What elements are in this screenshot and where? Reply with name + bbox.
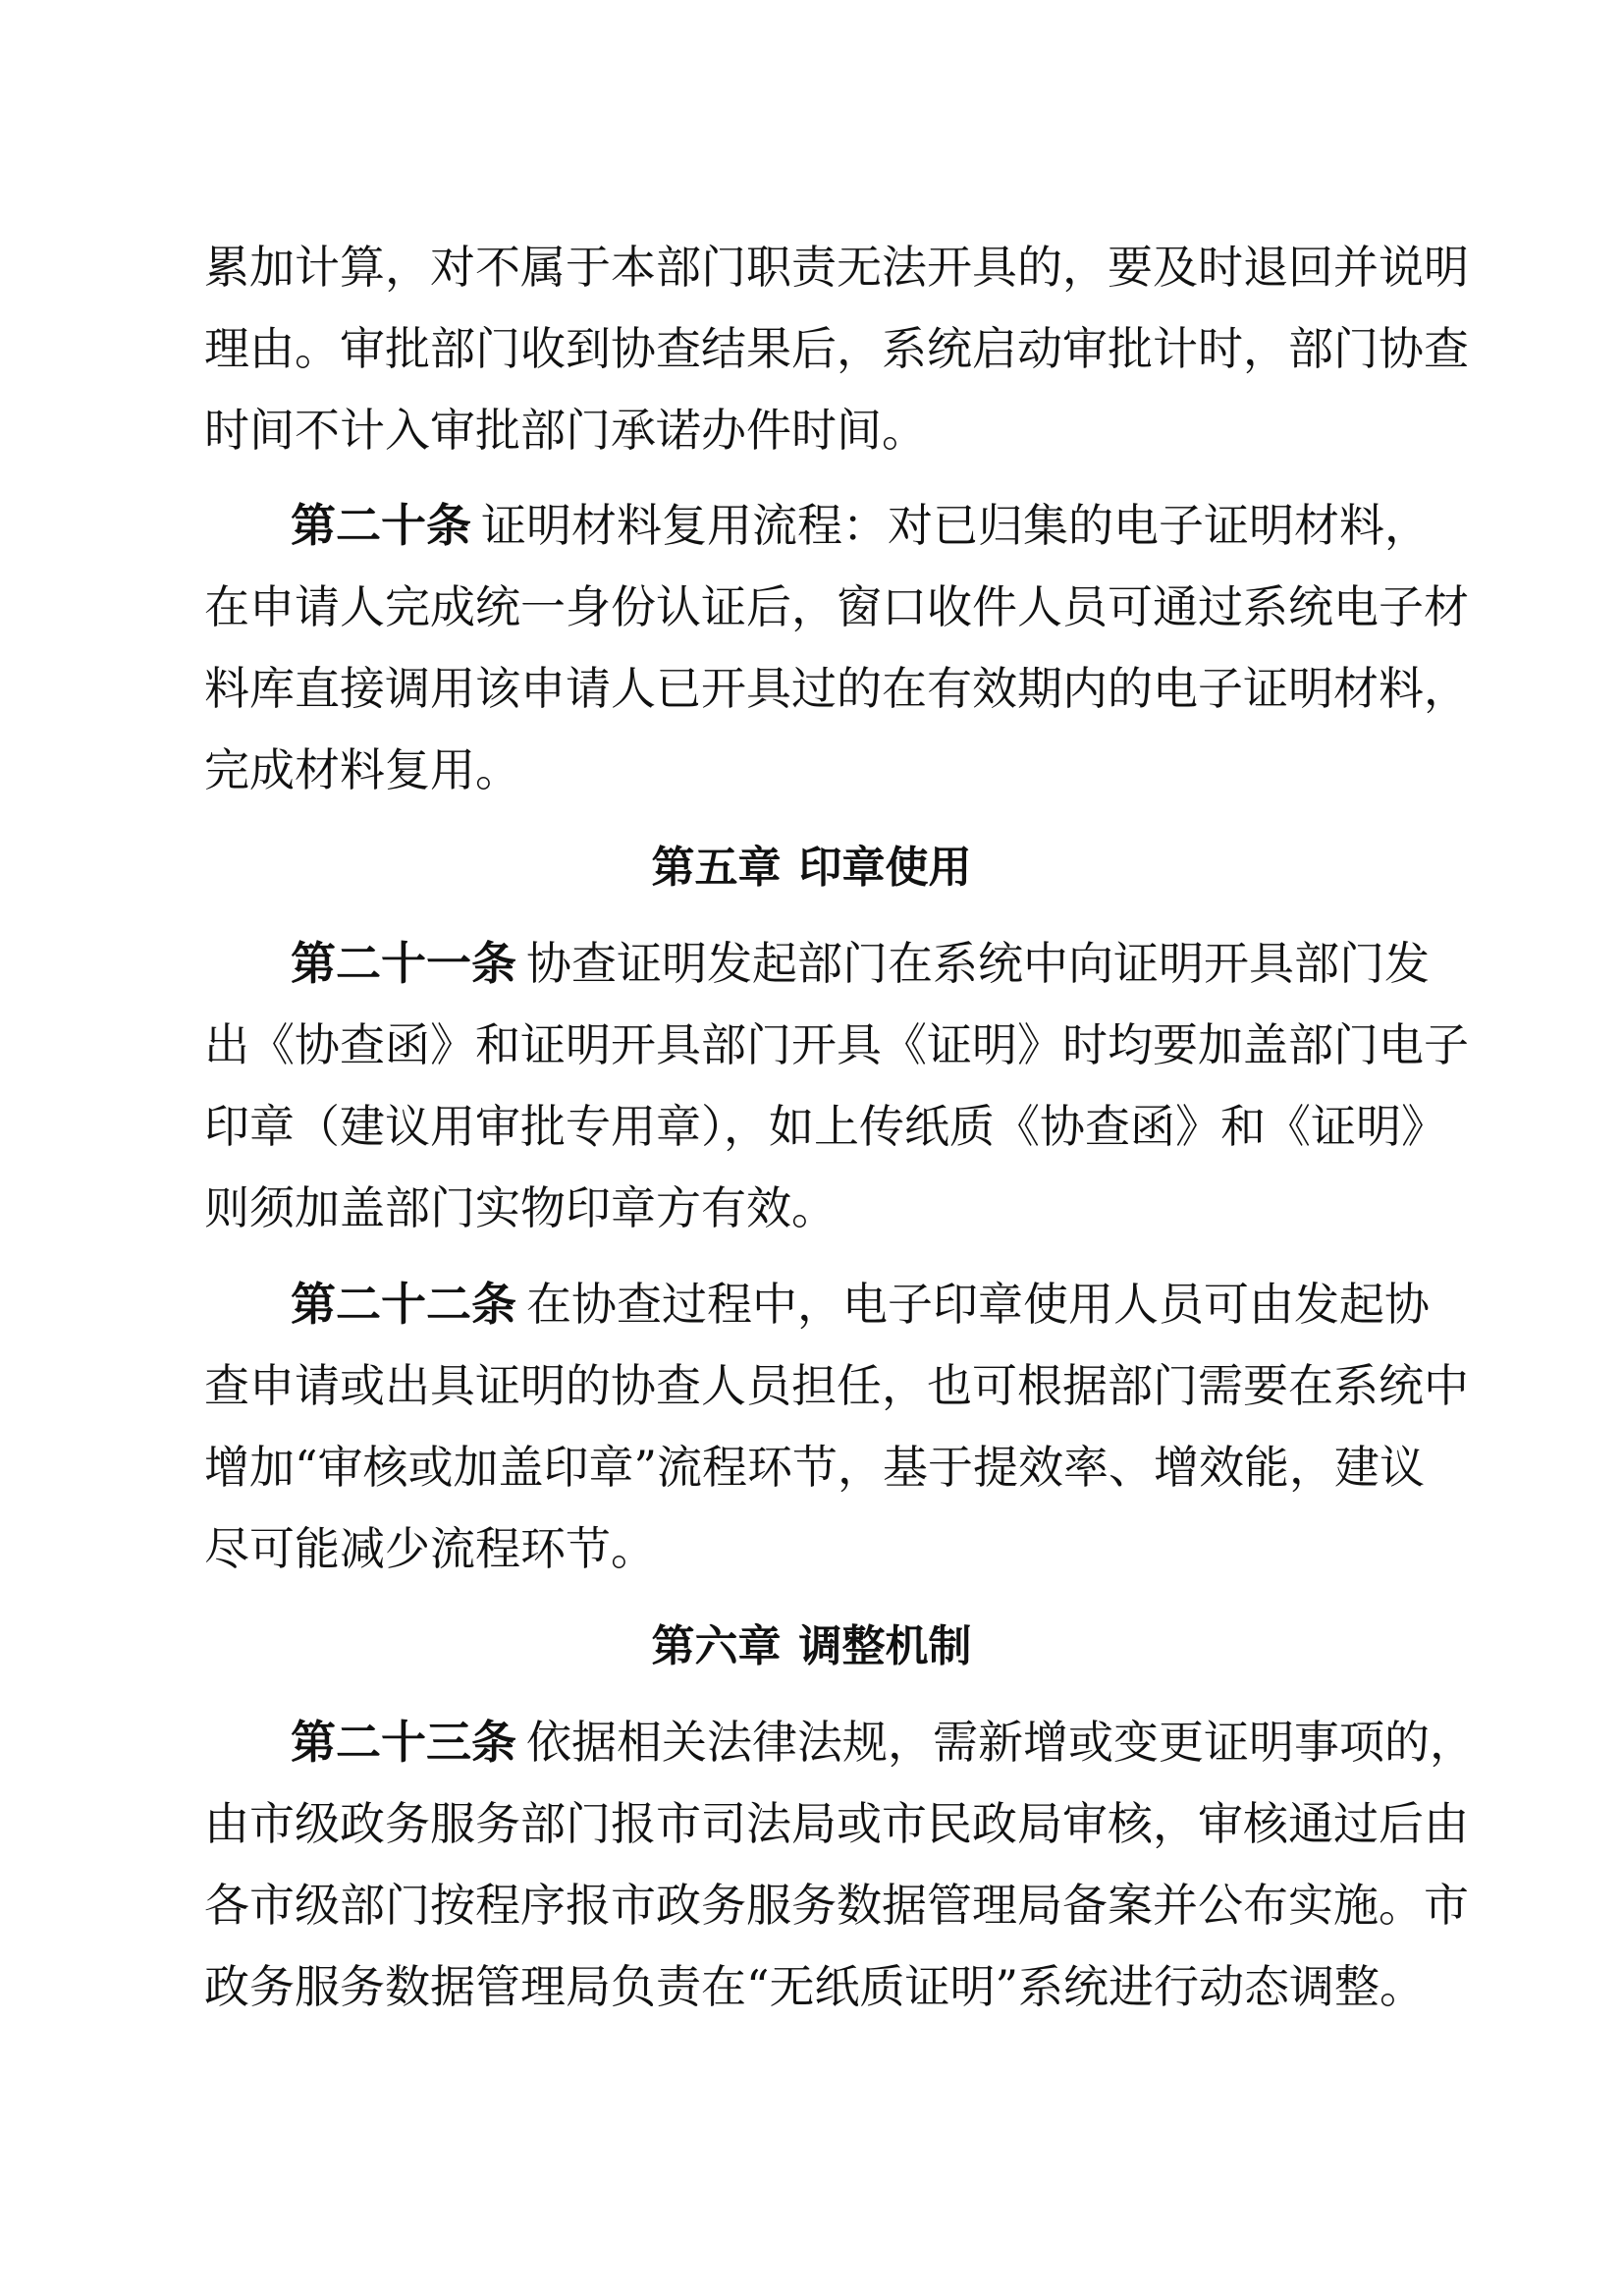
- article-22-line-4: 尽可能减少流程环节。: [204, 1522, 656, 1575]
- article-21-label: 第二十一条: [291, 937, 516, 990]
- p19-line-2: 理由。审批部门收到协查结果后，系统启动审批计时，部门协查: [204, 322, 1469, 375]
- article-21-line-3: 印章（建议用审批专用章），如上传纸质《协查函》和《证明》: [204, 1100, 1446, 1153]
- article-23-line-4: 政务服务数据管理局负责在“无纸质证明”系统进行动态调整。: [204, 1960, 1426, 2013]
- chapter-5-title: 印章使用: [798, 843, 972, 893]
- article-21-line-2: 出《协查函》和证明开具部门开具《证明》时均要加盖部门电子: [204, 1018, 1469, 1071]
- article-21-first-line: [291, 928, 1430, 999]
- article-20-line-2: 在申请人完成统一身份认证后，窗口收件人员可通过系统电子材: [204, 580, 1469, 633]
- chapter-5-heading: [0, 833, 1623, 903]
- article-22-line-2: 查申请或出具证明的协查人员担任，也可根据部门需要在系统中: [204, 1359, 1469, 1412]
- article-22-line-1: 在协查过程中，电子印章使用人员可由发起协: [526, 1278, 1430, 1331]
- chapter-5-number: 第五章: [651, 843, 782, 893]
- article-20-first-line: [291, 490, 1430, 561]
- chapter-6-heading: [0, 1612, 1623, 1682]
- article-21-line-4: 则须加盖部门实物印章方有效。: [204, 1181, 837, 1234]
- article-23-line-2: 由市级政务服务部门报市司法局或市民政局审核，审核通过后由: [204, 1797, 1469, 1850]
- article-20-line-3: 料库直接调用该申请人已开具过的在有效期内的电子证明材料，: [204, 662, 1469, 715]
- article-21-line-1: 协查证明发起部门在系统中向证明开具部门发: [526, 937, 1430, 990]
- article-23-label: 第二十三条: [291, 1716, 516, 1769]
- chapter-6-number: 第六章: [651, 1621, 782, 1671]
- p19-line-3: 时间不计入审批部门承诺办件时间。: [204, 404, 927, 457]
- article-23-first-line: [291, 1707, 1475, 1777]
- article-23-line-1: 依据相关法律法规，需新增或变更证明事项的，: [526, 1716, 1475, 1769]
- article-22-first-line: [291, 1269, 1430, 1339]
- article-20-line-1: 证明材料复用流程：对已归集的电子证明材料，: [481, 499, 1430, 552]
- article-22-label: 第二十二条: [291, 1278, 516, 1331]
- article-20-line-4: 完成材料复用。: [204, 743, 520, 796]
- article-20-label: 第二十条: [291, 499, 471, 552]
- article-22-line-3: 增加“审核或加盖印章”流程环节，基于提效率、增效能，建议: [204, 1441, 1426, 1494]
- article-23-line-3: 各市级部门按程序报市政务服务数据管理局备案并公布实施。市: [204, 1879, 1469, 1932]
- p19-line-1: 累加计算，对不属于本部门职责无法开具的，要及时退回并说明: [204, 241, 1469, 294]
- chapter-6-title: 调整机制: [798, 1621, 972, 1671]
